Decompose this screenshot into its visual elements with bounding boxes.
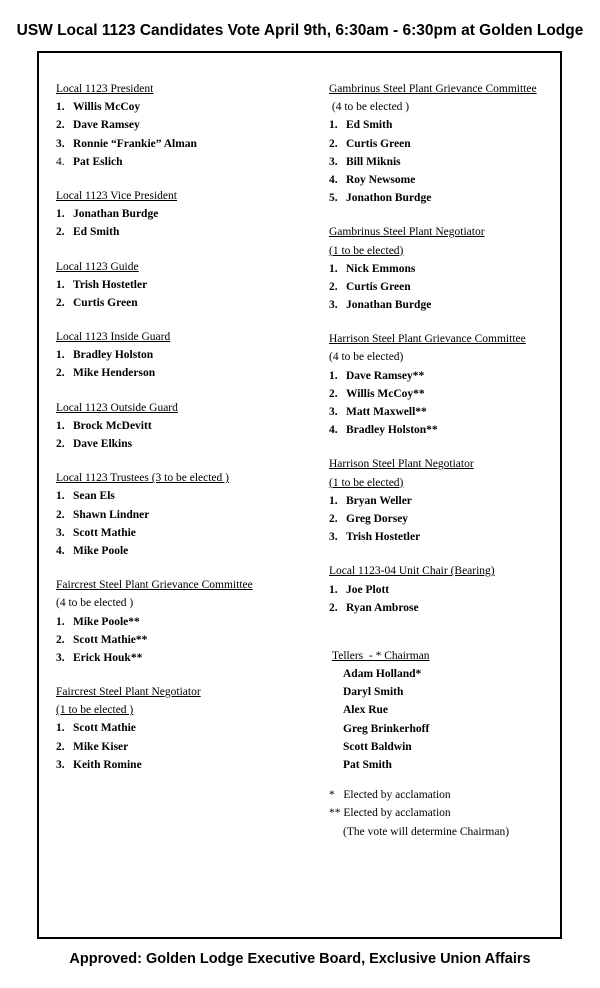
section-guide <box>56 258 301 313</box>
section-title: Gambrinus Steel Plant Grievance Committee <box>329 83 537 95</box>
candidate-row: 3. Erick Houk** <box>56 651 143 664</box>
candidate-row: 3. Trish Hostetler <box>329 531 421 544</box>
candidate-row: 1. Mike Poole** <box>56 615 140 628</box>
teller-name: Scott Baldwin <box>343 740 412 753</box>
teller-name: Alex Rue <box>343 704 389 717</box>
candidate-row: 1. Joe Plott <box>329 583 390 596</box>
candidate-row: 2. Willis McCoy** <box>329 387 425 400</box>
section-outside-guard <box>56 399 301 454</box>
section-subtitle: (1 to be elected) <box>329 476 404 489</box>
candidate-row: 2. Mike Kiser <box>56 740 129 753</box>
candidate-row: 2. Shawn Lindner <box>56 508 150 521</box>
teller-name: Daryl Smith <box>343 686 404 699</box>
section-gambrinus-grievance <box>329 80 559 207</box>
section-faircrest-grievance <box>56 576 301 667</box>
candidate-row: 2. Curtis Green <box>56 296 138 309</box>
note-line: * Elected by acclamation <box>329 789 451 802</box>
right-column <box>329 80 559 857</box>
section-title: Local 1123 Vice President <box>56 189 177 202</box>
section-notes <box>329 786 559 841</box>
candidate-row: 2. Ryan Ambrose <box>329 601 419 614</box>
candidate-row: 3. Ronnie “Frankie” Alman <box>56 137 197 150</box>
section-title: Local 1123 Outside Guard <box>56 401 178 414</box>
candidate-row: 1. Scott Mathie <box>56 722 136 735</box>
section-title: Harrison Steel Plant Negotiator <box>329 458 474 471</box>
section-subtitle: (4 to be elected ) <box>329 101 410 114</box>
candidate-row: 2. Scott Mathie** <box>56 633 148 646</box>
candidate-row: 1. Nick Emmons <box>329 262 416 275</box>
section-harrison-negotiator <box>329 455 559 546</box>
section-subtitle: (4 to be elected ) <box>56 597 134 610</box>
candidate-row: 2. Dave Ramsey <box>56 119 140 132</box>
ballot-header: USW Local 1123 Candidates Vote April 9th, 6:30am - 6:30pm at Golden Lodge <box>16 22 584 39</box>
candidate-row: 3. Jonathan Burdge <box>329 299 432 312</box>
candidate-row: 2. Curtis Green <box>329 280 411 293</box>
candidate-row: 4. Roy Newsome <box>329 173 416 186</box>
section-unit-chair <box>329 562 559 617</box>
section-subtitle: (4 to be elected) <box>329 351 404 364</box>
candidate-row: 4. Bradley Holston** <box>329 424 438 437</box>
section-harrison-grievance <box>329 330 559 439</box>
section-title: Gambrinus Steel Plant Negotiator <box>329 226 485 239</box>
section-title: Harrison Steel Plant Grievance Committee <box>329 333 526 346</box>
section-title: Faircrest Steel Plant Grievance Committee <box>56 579 253 592</box>
section-subtitle: (1 to be elected) <box>329 244 404 257</box>
left-column <box>56 80 301 790</box>
candidate-row: 1. Jonathan Burdge <box>56 208 159 221</box>
section-inside-guard <box>56 328 301 383</box>
section-subtitle: (1 to be elected ) <box>56 704 134 717</box>
note-line: ** Elected by acclamation <box>329 807 451 820</box>
candidate-row: 1. Ed Smith <box>329 119 393 132</box>
section-vice-president <box>56 187 301 242</box>
candidate-row: 1. Sean Els <box>56 490 115 503</box>
section-title: Local 1123-04 Unit Chair (Bearing) <box>329 565 495 578</box>
candidate-row: 1. Trish Hostetler <box>56 278 148 291</box>
section-title: Local 1123 Inside Guard <box>56 331 171 344</box>
candidate-row: 1. Brock McDevitt <box>56 419 152 432</box>
section-faircrest-negotiator <box>56 683 301 774</box>
candidate-row: 3. Keith Romine <box>56 758 142 771</box>
teller-name: Pat Smith <box>343 759 392 771</box>
candidate-row: 1. Willis McCoy <box>56 101 141 114</box>
candidate-row: 4. Mike Poole <box>56 544 129 557</box>
section-trustees <box>56 469 301 560</box>
candidate-row: 3. Bill Miknis <box>329 155 401 168</box>
candidate-row: 3. Matt Maxwell** <box>329 406 427 418</box>
candidate-row: 5. Jonathon Burdge <box>329 192 432 205</box>
section-title: Local 1123 Trustees (3 to be elected ) <box>56 472 229 485</box>
candidate-row: 1. Bradley Holston <box>56 349 154 362</box>
candidate-row: 2. Dave Elkins <box>56 438 133 450</box>
candidate-row: 1. Dave Ramsey** <box>329 369 425 382</box>
teller-name: Adam Holland* <box>343 668 422 681</box>
candidate-row: 2. Ed Smith <box>56 226 120 239</box>
candidate-row: 4. Pat Eslich <box>56 155 123 168</box>
tellers-title: Tellers - * Chairman <box>332 649 430 662</box>
candidate-row: 2. Mike Henderson <box>56 367 156 380</box>
candidate-row: 3. Scott Mathie <box>56 526 136 539</box>
section-title: Faircrest Steel Plant Negotiator <box>56 686 201 699</box>
section-gambrinus-negotiator <box>329 223 559 314</box>
note-line: (The vote will determine Chairman) <box>343 825 510 838</box>
ballot-footer: Approved: Golden Lodge Executive Board, Exclusive Union Affairs <box>69 951 531 967</box>
candidate-row: 2. Greg Dorsey <box>329 512 409 525</box>
section-title: Local 1123 Guide <box>56 260 139 273</box>
section-tellers <box>329 647 559 774</box>
section-president <box>56 80 301 171</box>
section-title: Local 1123 President <box>56 83 154 95</box>
candidate-row: 2. Curtis Green <box>329 137 411 150</box>
teller-name: Greg Brinkerhoff <box>343 722 430 735</box>
candidate-row: 1. Bryan Weller <box>329 494 412 507</box>
